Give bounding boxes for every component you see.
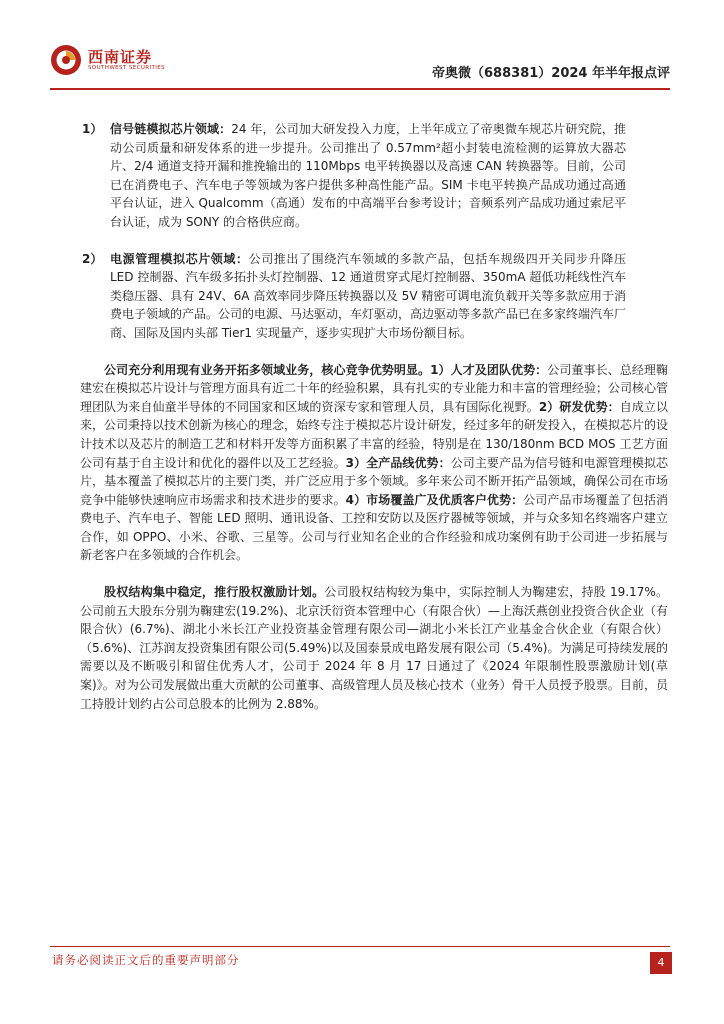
paragraph-lead: 股权结构集中稳定，推行股权激励计划。 (104, 585, 325, 600)
advantage-text-3: 公司主要产品为信号链和电源管理模拟芯片，基本覆盖了模拟芯片的主要门类，并广泛应用于多个领域。多年来公司不断开拓产品领域，确保公司在市场竞争中能够快速响应市场需求和技术进步的要求。 (80, 455, 669, 507)
advantage-heading-4: 4）市场覆盖广及优质客户优势： (345, 492, 524, 507)
logo-text-cn: 西南证券 (88, 48, 153, 66)
logo-emblem-icon (50, 44, 82, 76)
footer-disclaimer: 请务必阅读正文后的重要声明部分 (52, 953, 240, 967)
item-heading: 电源管理模拟芯片领域： (110, 251, 249, 266)
advantage-text-1: 公司董事长、总经理鞠建宏在模拟芯片设计与管理方面具有近二十年的经验积累，具有扎实的专业能力和丰富的管理经验；公司核心管理团队为来自仙童半导体的不同国家和区域的资深专家和管理人员，具有国际化视野。 (80, 362, 669, 414)
footer-divider (50, 946, 670, 947)
advantage-text-4: 公司产品市场覆盖了包括消费电子、汽车电子、智能 LED 照明、通讯设备、工控和安防以及医疗器械等领域，并与众多知名终端客户建立合作，如 OPPO、小米、谷歌、三星等。公司与行业知名企业的合作经验和成功案例有助于公司进一步拓展与新老客户在多领域的合作机会。 (80, 492, 668, 563)
item-heading: 信号链模拟芯片领域： (110, 122, 232, 136)
item-body: 公司推出了围绕汽车领域的多款产品，包括车规级四开关同步升降压 LED 控制器、汽车级多拓扑头灯控制器、12 通道贯穿式尾灯控制器、350mA 超低功耗线性汽车类稳压器、具有 24V、6A 高效率同步降压转换器以及 5V 精密可调电流负载开关等多款应用于消费电子领域的产品。公司的电源、马达驱动，车灯驱动，高边驱动等多款产品已在多家终端汽车厂商、国际及国内头部 Tier1 实现量产，逐步实现扩大市场份额目标。 (110, 251, 627, 340)
header-divider (50, 88, 670, 90)
paragraph-body: 公司股权结构较为集中，实际控制人为鞠建宏，持股 19.17%。公司前五大股东分别为鞠建宏(19.2%)、北京沃衍资本管理中心（有限合伙）—上海沃燕创业投资合伙企业（有限合伙）(6.7%)、湖北小米长江产业投资基金管理有限公司—湖北小米长江产业基金合伙企业（有限合伙）（5.6%)、江苏润友投资集团有限公司(5.49%)以及国泰景成电路发展有限公司（5.4%)。为满足可持续发展的需要以及不断吸引和留住优秀人才，公司于 2024 年 8 月 17 日通过了《2024 年限制性股票激励计划(草案)》。对为公司发展做出重大贡献的公司董事、高级管理人员及核心技术（业务）骨干人员授予股票。目前，员工持股计划约占公司总股本的比例为 2.88%。 (80, 585, 668, 711)
report-title: 帝奥微（688381）2024 年半年报点评 (432, 66, 670, 81)
list-item-power-management (82, 250, 627, 343)
item-body: 24 年，公司加大研发投入力度，上半年成立了帝奥微车规芯片研究院，推动公司质量和研发体系的进一步提升。公司推出了 0.57mm²超小封装电流检测的运算放大器芯片、2/4 通道支持开漏和推挽输出的 110Mbps 电平转换器以及高速 CAN 转换器等。目前，公司已在消费电子、汽车电子等领域为客户提供多种高性能产品。SIM 卡电平转换产品成功通过高通平台认证，进入 Qualcomm（高通）发布的中高端平台参考设计；音频系列产品成功通过索尼平台认证，成为 SONY 的合格供应商。 (110, 122, 626, 229)
item-number: 1） (82, 122, 103, 136)
page-header (50, 44, 670, 90)
advantage-heading-2: 2）研发优势： (538, 399, 620, 414)
list-item-signal-chain (82, 120, 626, 232)
item-number: 2） (82, 251, 103, 266)
paragraph-competitive-advantages (80, 361, 668, 566)
logo-text-en: SOUTHWEST SECURITIES (88, 65, 166, 71)
main-content (80, 120, 668, 713)
paragraph-equity-structure (80, 583, 668, 713)
page-number: 4 (650, 952, 672, 974)
company-logo (50, 44, 250, 78)
paragraph-lead: 公司充分利用现有业务开拓多领域业务，核心竞争优势明显。 (104, 362, 431, 377)
advantage-heading-1: 1）人才及团队优势： (430, 362, 548, 377)
advantage-text-2: 自成立以来，公司秉持以技术创新为核心的理念，始终专注于模拟芯片设计研发，经过多年的研发投入，在模拟芯片的设计技术以及芯片的制造工艺和材料开发等方面积累了丰富的经验，特别是在 130/180nm BCD MOS 工艺方面公司有基于自主设计和优化的器件以及工艺经验。 (80, 399, 669, 470)
advantage-heading-3: 3）全产品线优势： (345, 455, 451, 470)
